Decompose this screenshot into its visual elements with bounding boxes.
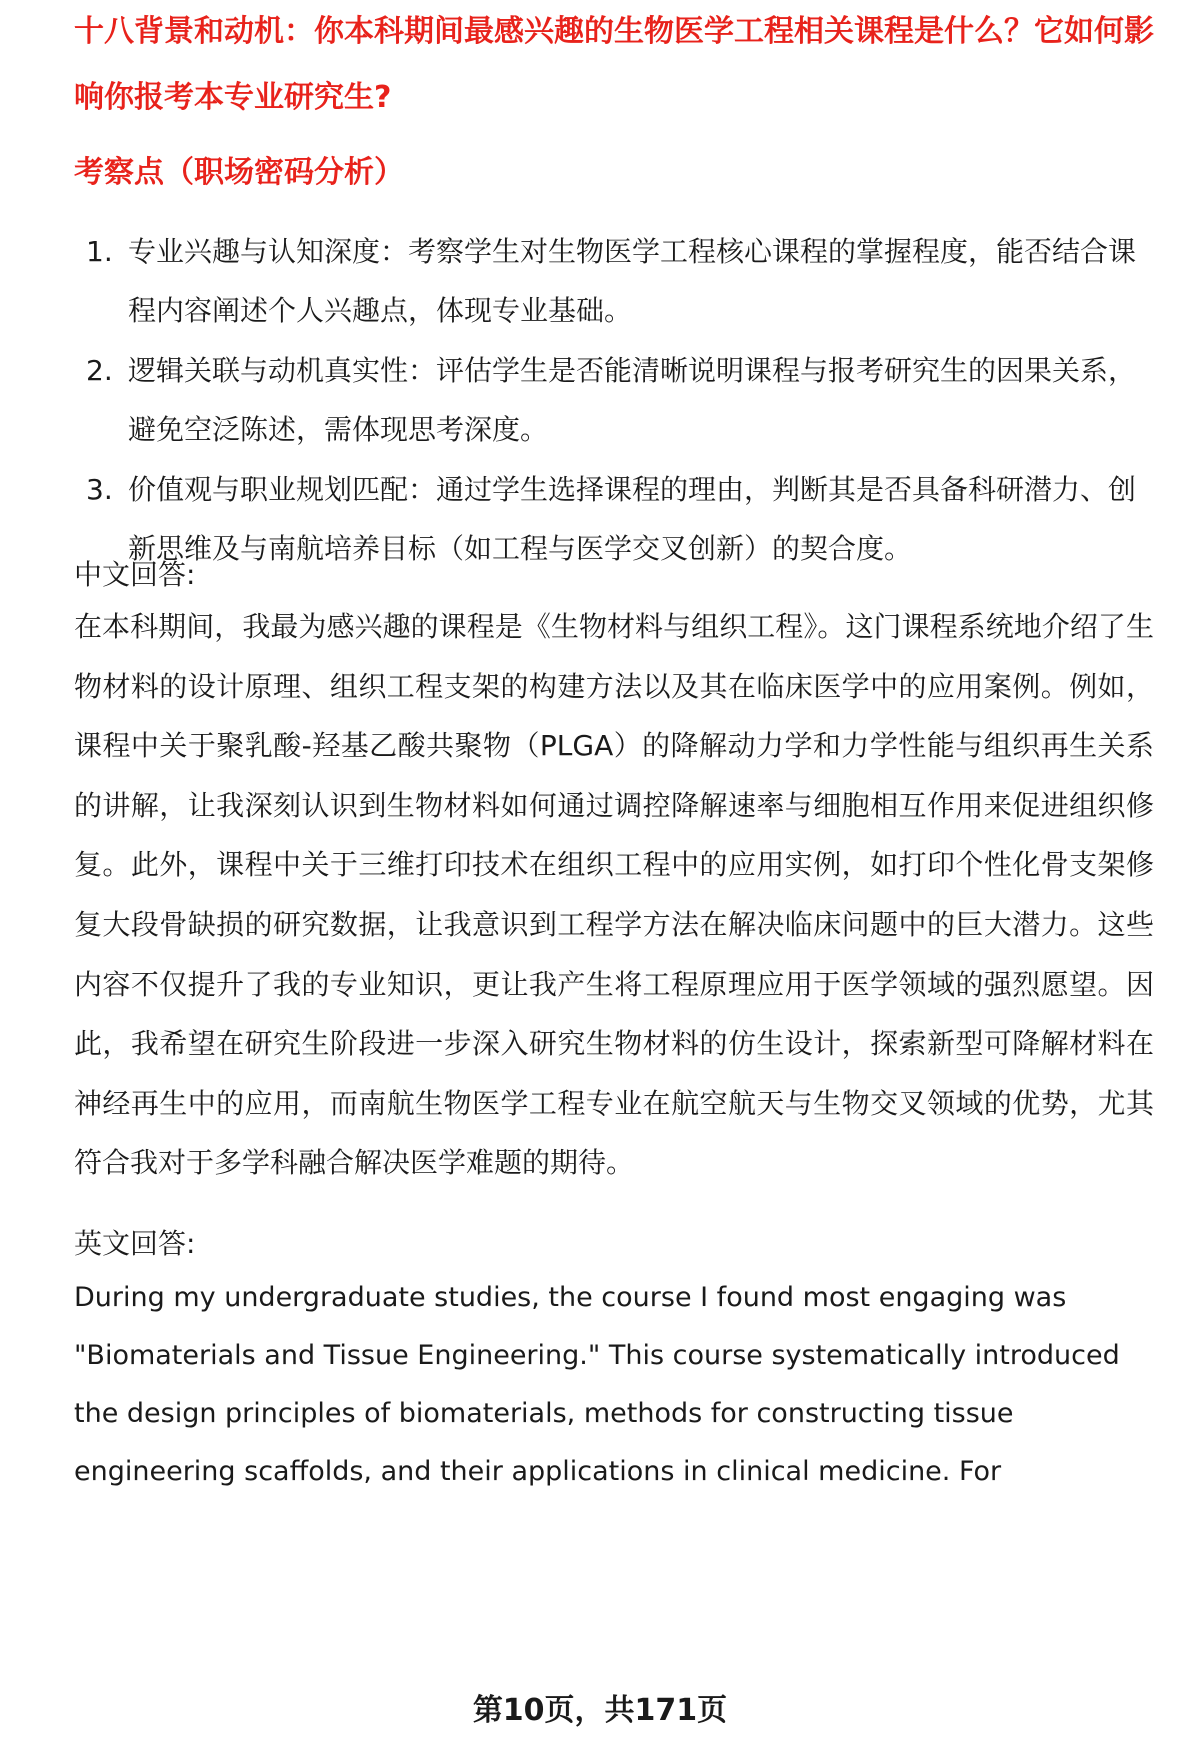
analysis-points-list <box>74 222 1154 579</box>
point-number: 3. <box>86 473 113 506</box>
analysis-point <box>74 222 1154 340</box>
question-title-line1-clipped: 十八背景和动机：你本科期间最感兴趣的生物医学工程相关课程是什么？它如何影 <box>74 14 1154 49</box>
point-number: 1. <box>86 235 113 268</box>
page-number-footer: 第10页，共171页 <box>472 1693 728 1728</box>
english-answer-text: During my undergraduate studies, the course I found most engaging was "Biomaterials and Tissue Engineering." This course systematically introduced the design principles of biomaterials, methods for constructing tissue engineering scaffolds, and their applications in clinical medicine. For <box>74 1282 1120 1487</box>
point-number: 2. <box>86 354 113 387</box>
analysis-point <box>74 341 1154 459</box>
analysis-point <box>74 460 1154 578</box>
point-text: 逻辑关联与动机真实性：评估学生是否能清晰说明课程与报考研究生的因果关系，避免空泛陈述，需体现思考深度。 <box>128 354 1137 446</box>
point-text: 价值观与职业规划匹配：通过学生选择课程的理由，判断其是否具备科研潜力、创新思维及与南航培养目标（如工程与医学交叉创新）的契合度。 <box>128 473 1137 565</box>
english-answer-label: 英文回答: <box>74 1227 196 1260</box>
chinese-answer-label: 中文回答: <box>74 558 196 591</box>
chinese-answer-text: 在本科期间，我最为感兴趣的课程是《生物材料与组织工程》。这门课程系统地介绍了生物材料的设计原理、组织工程支架的构建方法以及其在临床医学中的应用案例。例如，课程中关于聚乳酸-羟基乙酸共聚物（PLGA）的降解动力学和力学性能与组织再生关系的讲解，让我深刻认识到生物材料如何通过调控降解速率与细胞相互作用来促进组织修复。此外，课程中关于三维打印技术在组织工程中的应用实例，如打印个性化骨支架修复大段骨缺损的研究数据，让我意识到工程学方法在解决临床问题中的巨大潜力。这些内容不仅提升了我的专业知识，更让我产生将工程原理应用于医学领域的强烈愿望。因此，我希望在研究生阶段进一步深入研究生物材料的仿生设计，探索新型可降解材料在神经再生中的应用，而南航生物医学工程专业在航空航天与生物交叉领域的优势，尤其符合我对于多学科融合解决医学难题的期待。 <box>74 610 1154 1180</box>
question-title-line2: 响你报考本专业研究生? <box>74 80 392 115</box>
analysis-heading: 考察点（职场密码分析） <box>74 155 404 190</box>
point-text: 专业兴趣与认知深度：考察学生对生物医学工程核心课程的掌握程度，能否结合课程内容阐述个人兴趣点，体现专业基础。 <box>128 235 1137 327</box>
